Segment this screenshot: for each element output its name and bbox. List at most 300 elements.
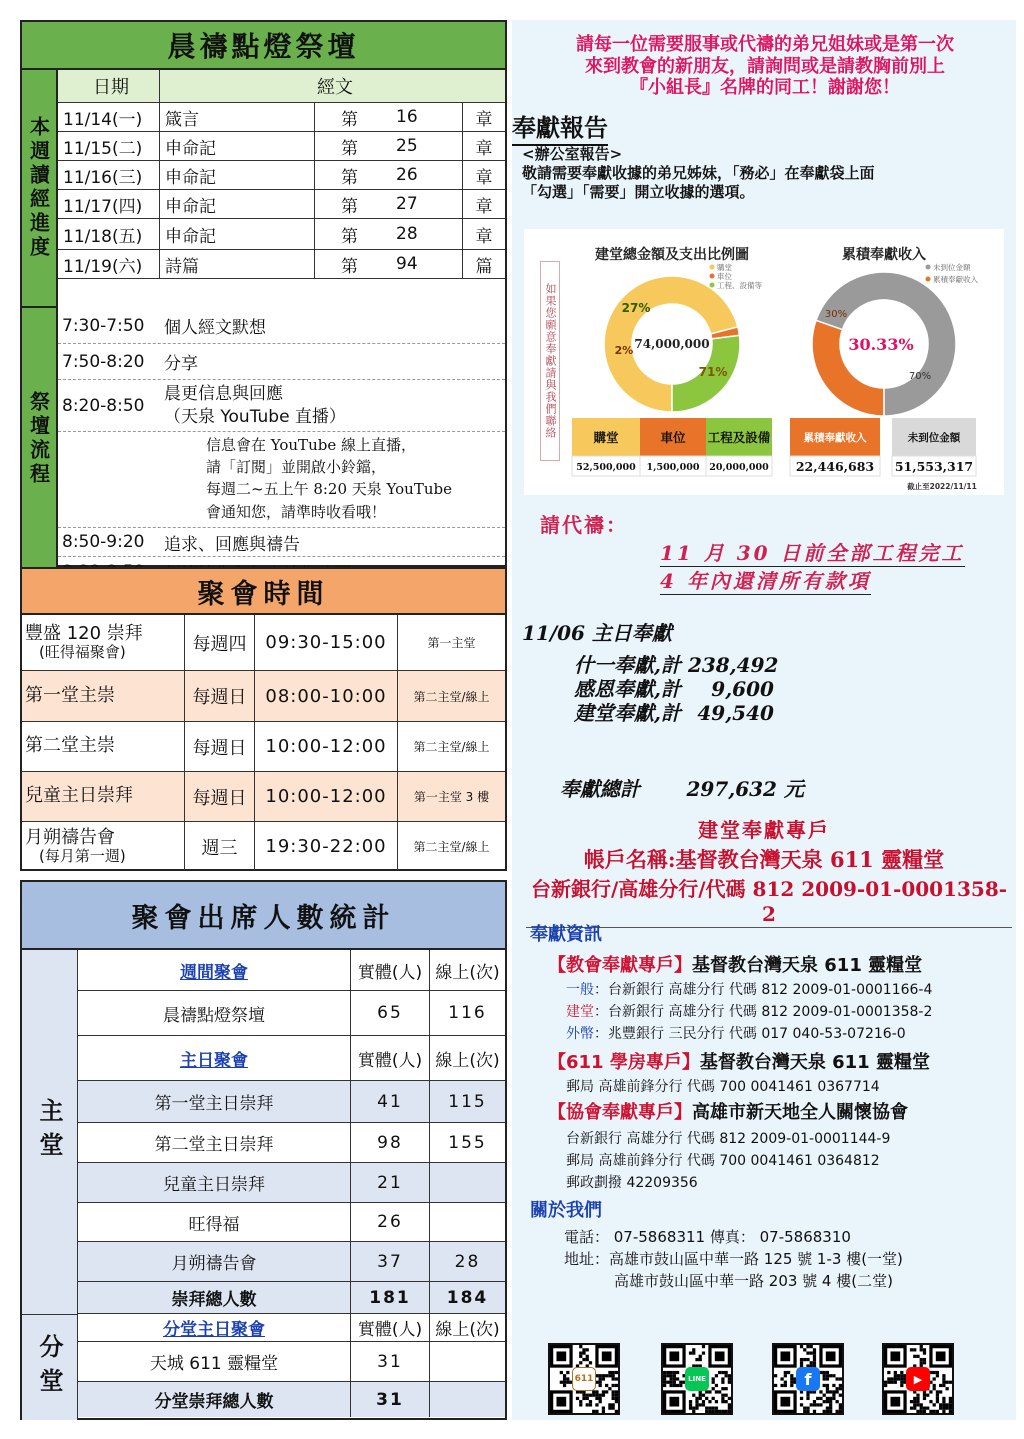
chart2-legend-label-0: 累積奉獻收入 <box>933 275 978 284</box>
qr-module <box>774 1374 777 1377</box>
qr-finder <box>602 1351 612 1361</box>
attendance-row <box>78 1342 505 1382</box>
qr-module <box>800 1403 803 1406</box>
qr-module <box>612 1397 615 1400</box>
qr-finder <box>890 1397 900 1407</box>
qr-module <box>615 1371 618 1374</box>
qr-module <box>829 1403 832 1406</box>
qr-module <box>839 1410 842 1413</box>
qr-module <box>599 1400 602 1403</box>
meeting-row <box>22 722 505 772</box>
qr-module <box>939 1390 942 1393</box>
qr-module <box>608 1407 611 1410</box>
qr-module <box>566 1381 569 1384</box>
qr-module <box>806 1410 809 1413</box>
chart1-legend-dot-2 <box>710 283 715 288</box>
qr-module <box>721 1381 724 1384</box>
qr-module <box>608 1374 611 1377</box>
qr-module <box>579 1400 582 1403</box>
flow-time: 7:50-8:20 <box>62 351 145 372</box>
qr-module <box>933 1377 936 1380</box>
prayer-line-1: 11 月 30 日前全部工程完工 <box>660 537 965 567</box>
qr-line-icon[interactable] <box>661 1343 733 1415</box>
reading-unit: 章 <box>475 196 493 217</box>
qr-module <box>612 1390 615 1393</box>
qr-module <box>582 1351 585 1354</box>
qr-module <box>602 1410 605 1413</box>
qr-module <box>936 1390 939 1393</box>
chart-date-note: 截止至2022/11/11 <box>907 482 977 491</box>
reading-number: 16 <box>396 107 418 127</box>
qr-module <box>839 1377 842 1380</box>
qr-module <box>887 1381 890 1384</box>
qr-module <box>933 1387 936 1390</box>
qr-module <box>946 1407 949 1410</box>
meeting-name-cell <box>22 671 185 721</box>
building-account-bank: 台新銀行/高雄分行/代碼 812 2009-01-0001358-2 <box>526 873 1012 928</box>
qr-module <box>832 1384 835 1387</box>
address-line-2: 高雄市鼓山區中華一路 203 號 4 樓(二堂) <box>614 1272 893 1290</box>
chart2-center-label: 30.33% <box>848 335 914 354</box>
attendance-total-row <box>78 1282 505 1314</box>
qr-module <box>699 1355 702 1358</box>
qr-module <box>725 1400 728 1403</box>
qr-module <box>823 1384 826 1387</box>
qr-module <box>916 1410 919 1413</box>
meeting-name: 兒童主日崇拜 <box>25 785 133 807</box>
qr-module <box>949 1397 952 1400</box>
chart1-legend-label-0: 購堂 <box>717 263 732 272</box>
qr-module <box>705 1397 708 1400</box>
meeting-times-title: 聚會時間 <box>22 569 505 615</box>
qr-module <box>615 1410 618 1413</box>
qr-module <box>692 1351 695 1354</box>
qr-module <box>676 1371 679 1374</box>
qr-module <box>939 1384 942 1387</box>
qr-module <box>721 1371 724 1374</box>
section-title: 週間聚會 <box>78 950 351 990</box>
qr-module <box>839 1387 842 1390</box>
flow-desc: 晨更信息與回應 <box>164 383 283 404</box>
meeting-name: 豐盛 120 崇拜 <box>25 622 143 644</box>
attendance-online: 28 <box>454 1251 481 1272</box>
qr-module <box>813 1351 816 1354</box>
qr-module <box>586 1394 589 1397</box>
qr-module <box>718 1390 721 1393</box>
qr-module <box>942 1400 945 1403</box>
qr-module <box>894 1377 897 1380</box>
qr-module <box>942 1384 945 1387</box>
qr-module <box>695 1407 698 1410</box>
qr-module <box>725 1371 728 1374</box>
youtube-note-line: 信息會在 YouTube 線上直播， <box>206 436 416 454</box>
qr-module <box>602 1394 605 1397</box>
qr-module <box>826 1397 829 1400</box>
qr-module <box>695 1358 698 1361</box>
qr-module <box>829 1410 832 1413</box>
qr-module <box>839 1384 842 1387</box>
qr-module <box>705 1390 708 1393</box>
reading-unit: 章 <box>475 138 493 159</box>
qr-module <box>721 1397 724 1400</box>
qr-module <box>832 1374 835 1377</box>
qr-module <box>721 1387 724 1390</box>
chart1-legend-label-2: 工程、設備等 <box>717 281 762 290</box>
morning-altar-panel <box>20 20 507 567</box>
qr-module <box>612 1394 615 1397</box>
qr-module <box>920 1361 923 1364</box>
qr-module <box>774 1384 777 1387</box>
qr-module <box>663 1371 666 1374</box>
qr-module <box>712 1381 715 1384</box>
qr-module <box>692 1394 695 1397</box>
building-account-title: 建堂奉獻專戶 <box>698 818 830 842</box>
school-account-line: 郵局 高雄前鋒分行 代碼 700 0041461 0367714 <box>566 1079 880 1095</box>
qr-module <box>806 1345 809 1348</box>
qr-module <box>910 1348 913 1351</box>
reading-book: 申命記 <box>160 132 315 160</box>
reading-date: 11/15(二) <box>58 132 160 160</box>
qr-module <box>728 1377 731 1380</box>
attendance-panel <box>20 880 507 1420</box>
qr-module <box>923 1361 926 1364</box>
qr-module <box>673 1374 676 1377</box>
qr-module <box>708 1390 711 1393</box>
qr-module <box>916 1397 919 1400</box>
general-key: 一般 <box>566 982 594 998</box>
qr-module <box>949 1381 952 1384</box>
flow-separator <box>58 527 505 528</box>
attendance-section-header <box>78 1036 505 1081</box>
general-account-line <box>566 979 932 999</box>
main-church-label: 主堂 <box>22 950 78 1315</box>
qr-module <box>803 1358 806 1361</box>
meeting-day: 週三 <box>185 822 255 871</box>
youtube-note-line: 請「訂閱」並開啟小鈴鐺， <box>206 458 387 477</box>
tithe-amount: 238,492 <box>687 653 779 677</box>
qr-module <box>823 1377 826 1380</box>
qr-module <box>816 1397 819 1400</box>
reading-chapter <box>315 250 463 278</box>
qr-module <box>923 1397 926 1400</box>
qr-module <box>595 1390 598 1393</box>
reading-chapter <box>315 161 463 189</box>
qr-module <box>819 1390 822 1393</box>
qr-module <box>910 1407 913 1410</box>
association-account-name: 高雄市新天地全人關懷協會 <box>692 1102 908 1123</box>
qr-module <box>721 1400 724 1403</box>
col-online-header: 線上(次) <box>435 1320 500 1340</box>
qr-module <box>839 1394 842 1397</box>
qr-module <box>900 1377 903 1380</box>
qr-module <box>712 1377 715 1380</box>
qr-module <box>916 1400 919 1403</box>
chart2-legend-label-1: 未到位金額 <box>933 263 971 272</box>
attendance-physical: 21 <box>351 1163 430 1202</box>
qr-module <box>689 1351 692 1354</box>
qr-module <box>884 1384 887 1387</box>
attendance-section-header <box>78 950 505 991</box>
sunday-offering-title: 11/06 主日奉獻 <box>522 621 672 645</box>
qr-module <box>933 1403 936 1406</box>
flow-desc: 分享 <box>164 354 198 374</box>
qr-module <box>602 1374 605 1377</box>
qr-module <box>949 1410 952 1413</box>
qr-module <box>615 1394 618 1397</box>
qr-module <box>699 1397 702 1400</box>
reading-chapter <box>315 132 463 160</box>
qr-finder <box>715 1351 725 1361</box>
qr-module <box>602 1377 605 1380</box>
qr-module <box>605 1374 608 1377</box>
qr-module <box>566 1377 569 1380</box>
qr-module <box>806 1351 809 1354</box>
qr-module <box>595 1397 598 1400</box>
qr-module <box>813 1410 816 1413</box>
qr-module <box>612 1371 615 1374</box>
qr-module <box>920 1410 923 1413</box>
reading-date: 11/16(三) <box>58 161 160 189</box>
building-value: ：台新銀行 高雄分行 代碼 812 2009-01-0001358-2 <box>594 1004 933 1020</box>
qr-facebook-icon[interactable] <box>772 1343 844 1415</box>
meeting-hours: 10:00-12:00 <box>255 772 398 821</box>
chart2-table-label-1: 未到位金額 <box>907 432 961 444</box>
qr-finder <box>780 1397 790 1407</box>
qr-module <box>702 1403 705 1406</box>
qr-module <box>615 1384 618 1387</box>
attendance-meeting-name: 第二堂主日崇拜 <box>78 1123 351 1162</box>
qr-module <box>823 1394 826 1397</box>
school-account-heading <box>548 1048 930 1074</box>
meeting-place: 第二主堂/線上 <box>413 840 490 854</box>
qr-module <box>806 1397 809 1400</box>
section-title: 主日聚會 <box>78 1036 351 1080</box>
qr-module <box>560 1371 563 1374</box>
qr-module <box>784 1374 787 1377</box>
qr-module <box>920 1403 923 1406</box>
general-value: ：台新銀行 高雄分行 代碼 812 2009-01-0001166-4 <box>594 982 933 998</box>
qr-module <box>806 1407 809 1410</box>
qr-module <box>790 1374 793 1377</box>
qr-module <box>669 1377 672 1380</box>
prayer-request-title: 請代禱： <box>540 513 628 537</box>
qr-module <box>615 1400 618 1403</box>
qr-module <box>663 1377 666 1380</box>
qr-module <box>936 1374 939 1377</box>
attendance-row <box>78 1081 505 1123</box>
chart1-center-label: 74,000,000 <box>634 337 710 351</box>
qr-module <box>832 1390 835 1393</box>
attendance-physical: 31 <box>351 1382 430 1417</box>
notice-line-1: 請每一位需要服事或代禱的弟兄姐妹或是第一次 <box>576 34 954 55</box>
qr-module <box>810 1345 813 1348</box>
chart1-title: 建堂總金額及支出比例圖 <box>595 247 749 263</box>
reading-number: 26 <box>396 165 418 185</box>
qr-module <box>890 1381 893 1384</box>
reading-progress-label: 本週讀經進度 <box>22 70 58 308</box>
reading-row <box>58 250 505 279</box>
meeting-times-panel <box>20 567 507 871</box>
qr-finder <box>556 1351 566 1361</box>
qr-module <box>718 1410 721 1413</box>
qr-module <box>887 1377 890 1380</box>
qr-module <box>916 1355 919 1358</box>
meeting-subname: (每月第一週) <box>39 847 126 866</box>
qr-module <box>708 1410 711 1413</box>
meeting-place: 第二主堂/線上 <box>413 740 490 754</box>
qr-module <box>669 1381 672 1384</box>
qr-module <box>669 1384 672 1387</box>
offering-report-title: 奉獻報告 <box>512 108 608 146</box>
qr-module <box>926 1394 929 1397</box>
qr-module <box>592 1390 595 1393</box>
attendance-meeting-name: 分堂崇拜總人數 <box>78 1382 351 1417</box>
qr-module <box>695 1403 698 1406</box>
association-account-tag: 【協會奉獻專戶】 <box>548 1102 692 1123</box>
qr-module <box>839 1403 842 1406</box>
qr-module <box>803 1348 806 1351</box>
qr-module <box>708 1400 711 1403</box>
attendance-online <box>430 1382 505 1417</box>
qr-module <box>929 1390 932 1393</box>
qr-module <box>826 1371 829 1374</box>
offering-total-unit: 元 <box>783 777 804 801</box>
attendance-meeting-name: 兒童主日崇拜 <box>78 1163 351 1202</box>
qr-module <box>595 1410 598 1413</box>
meeting-day: 每週日 <box>185 722 255 771</box>
reading-number: 25 <box>396 136 418 156</box>
qr-module <box>806 1394 809 1397</box>
qr-module <box>563 1384 566 1387</box>
qr-module <box>702 1400 705 1403</box>
qr-module <box>946 1403 949 1406</box>
morning-altar-title: 晨禱點燈祭壇 <box>22 22 505 70</box>
qr-module <box>579 1403 582 1406</box>
qr-module <box>800 1397 803 1400</box>
qr-module <box>813 1403 816 1406</box>
qr-module <box>887 1371 890 1374</box>
notice-line-3: 『小組長』名牌的同工！謝謝您！ <box>630 77 900 99</box>
meeting-hours: 08:00-10:00 <box>255 671 398 721</box>
attendance-online: 155 <box>448 1132 487 1153</box>
qr-module <box>910 1400 913 1403</box>
qr-module <box>900 1374 903 1377</box>
qr-module <box>582 1358 585 1361</box>
attendance-title: 聚會出席人數統計 <box>22 882 505 950</box>
qr-module <box>602 1407 605 1410</box>
qr-youtube-icon[interactable] <box>882 1343 954 1415</box>
qr-module <box>666 1381 669 1384</box>
qr-module <box>676 1377 679 1380</box>
qr-module <box>942 1381 945 1384</box>
qr-module <box>702 1345 705 1348</box>
flow-time: 7:30-7:50 <box>62 315 145 336</box>
qr-module <box>589 1400 592 1403</box>
meeting-day: 每週日 <box>185 772 255 821</box>
qr-module <box>615 1377 618 1380</box>
qr-module <box>728 1403 731 1406</box>
association-account-heading <box>548 1098 908 1124</box>
altar-flow-label: 祭壇流程 <box>22 308 58 569</box>
reading-chapter <box>315 190 463 218</box>
qr-finder <box>556 1397 566 1407</box>
qr-module <box>579 1361 582 1364</box>
qr-module <box>819 1397 822 1400</box>
reading-book: 申命記 <box>160 190 315 218</box>
qr-module <box>784 1371 787 1374</box>
qr-module <box>589 1361 592 1364</box>
qr-module <box>708 1407 711 1410</box>
attendance-meeting-name: 第一堂主日崇拜 <box>78 1081 351 1122</box>
qr-module <box>916 1403 919 1406</box>
chart2-title: 累積奉獻收入 <box>842 247 926 263</box>
reading-row <box>58 103 505 132</box>
chart1-legend-label-1: 車位 <box>717 272 732 281</box>
meeting-place: 第二主堂/線上 <box>413 689 490 704</box>
qr-module <box>608 1387 611 1390</box>
chart2-pct-0: 30% <box>824 309 848 320</box>
qr-module <box>829 1400 832 1403</box>
qr-module <box>579 1345 582 1348</box>
school-account-name: 基督教台灣天泉 611 靈糧堂 <box>699 1052 930 1073</box>
qr-module <box>780 1377 783 1380</box>
office-report-line-2: 「勾選」「需要」開立收據的選項。 <box>522 182 755 201</box>
qr-611-icon[interactable] <box>548 1343 620 1415</box>
qr-module <box>595 1403 598 1406</box>
youtube-live-note <box>206 434 452 523</box>
qr-module <box>715 1390 718 1393</box>
address-line-1: 地址：高雄市鼓山區中華一路 125 號 1-3 樓(一堂) <box>564 1250 903 1268</box>
qr-module <box>836 1387 839 1390</box>
qr-finder <box>936 1351 946 1361</box>
qr-module <box>790 1384 793 1387</box>
qr-module <box>913 1348 916 1351</box>
branch-church-label: 分堂 <box>22 1315 78 1420</box>
reading-book: 申命記 <box>160 161 315 189</box>
reading-header-date: 日期 <box>58 70 160 102</box>
meeting-hours: 09:30-15:00 <box>255 615 398 670</box>
qr-module <box>787 1371 790 1374</box>
office-report-line-1: 敬請需要奉獻收據的弟兄姊妹，「務必」在奉獻袋上面 <box>522 163 875 182</box>
attendance-total-row <box>78 1382 505 1417</box>
attendance-row <box>78 991 505 1036</box>
qr-module <box>599 1374 602 1377</box>
qr-module <box>900 1371 903 1374</box>
qr-module <box>813 1400 816 1403</box>
school-account-tag: 【611 學房專戶】 <box>548 1052 700 1073</box>
attendance-online: 116 <box>448 1003 487 1023</box>
flow-time: 8:20-8:50 <box>62 395 145 416</box>
qr-module <box>939 1407 942 1410</box>
qr-module <box>695 1400 698 1403</box>
attendance-row <box>78 1203 505 1242</box>
offering-total-line <box>560 773 804 802</box>
flow-time: 8:50-9:20 <box>62 532 145 552</box>
col-online-header: 線上(次) <box>435 962 500 983</box>
chart2-table-value-1: 51,553,317 <box>894 459 974 474</box>
qr-module <box>800 1361 803 1364</box>
qr-module <box>929 1410 932 1413</box>
qr-module <box>586 1397 589 1400</box>
altar-flow-row <box>58 528 505 557</box>
qr-module <box>813 1361 816 1364</box>
church-account-name: 基督教台灣天泉 611 靈糧堂 <box>692 955 923 976</box>
qr-module <box>715 1374 718 1377</box>
qr-module <box>829 1407 832 1410</box>
qr-module <box>728 1397 731 1400</box>
qr-module <box>823 1371 826 1374</box>
reading-prefix: 第 <box>341 256 358 277</box>
